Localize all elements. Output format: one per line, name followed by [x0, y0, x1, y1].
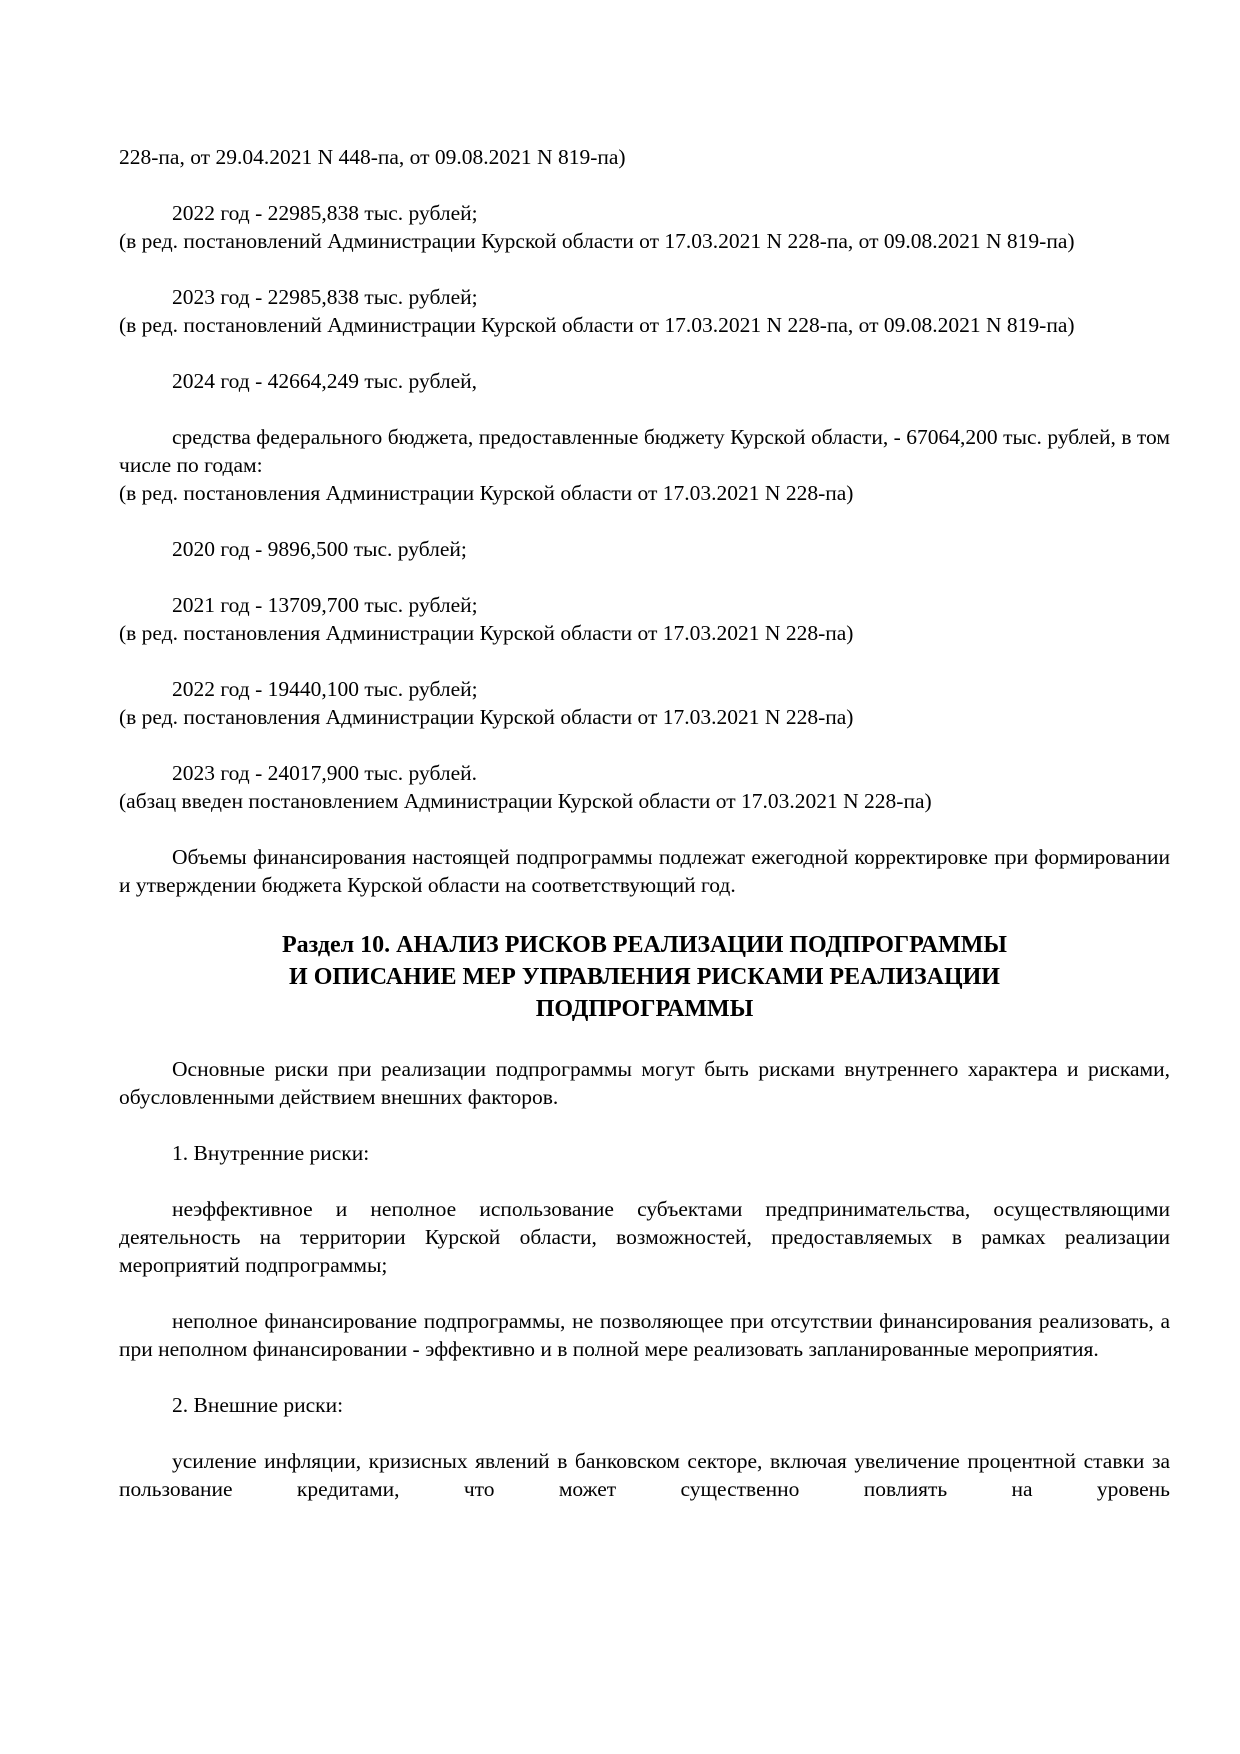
- internal-risks-title: 1. Внутренние риски:: [172, 1141, 370, 1165]
- section-heading-line: ПОДПРОГРАММЫ: [535, 996, 754, 1022]
- amendment-note: (в ред. постановления Администрации Курской области от 17.03.2021 N 228-па): [119, 621, 854, 645]
- federal-year-2021: 2021 год - 13709,700 тыс. рублей;: [172, 593, 478, 617]
- section-heading-line: Раздел 10. АНАЛИЗ РИСКОВ РЕАЛИЗАЦИИ ПОДПРОГРАММЫ: [282, 932, 1007, 958]
- funding-adjustment-paragraph: Объемы финансирования настоящей подпрограммы подлежат ежегодной корректировке при формировании и утверждении бюджета Курской области на соответствующий год.: [119, 845, 1170, 897]
- section-heading: [119, 929, 1170, 1025]
- federal-year-2023: 2023 год - 24017,900 тыс. рублей.: [172, 761, 478, 785]
- amendment-note: (в ред. постановлений Администрации Курской области от 17.03.2021 N 228-па, от 09.08.2021 N 819-па): [119, 313, 1075, 337]
- regional-year-2024: 2024 год - 42664,249 тыс. рублей,: [172, 369, 478, 393]
- continuation-line: 228-па, от 29.04.2021 N 448-па, от 09.08.2021 N 819-па): [119, 145, 626, 169]
- internal-risk-item: неполное финансирование подпрограммы, не позволяющее при отсутствии финансирования реализовать, а при неполном финансировании - эффективно и в полной мере реализовать запланированные мероприятия.: [119, 1309, 1170, 1361]
- external-risk-item: усиление инфляции, кризисных явлений в банковском секторе, включая увеличение процентной ставки за пользование кредитами, что может существенно повлиять на уровень: [119, 1449, 1170, 1501]
- section-heading-line: И ОПИСАНИЕ МЕР УПРАВЛЕНИЯ РИСКАМИ РЕАЛИЗАЦИИ: [289, 964, 1000, 990]
- document-page: [119, 143, 1170, 1503]
- amendment-note: (в ред. постановления Администрации Курской области от 17.03.2021 N 228-па): [119, 705, 854, 729]
- regional-year-2023: 2023 год - 22985,838 тыс. рублей;: [172, 285, 478, 309]
- amendment-note: (абзац введен постановлением Администрации Курской области от 17.03.2021 N 228-па): [119, 789, 932, 813]
- internal-risk-item: неэффективное и неполное использование субъектами предпринимательства, осуществляющими деятельность на территории Курской области, возможностей, предоставляемых в рамках реализации мероприятий подпрограммы;: [119, 1197, 1170, 1277]
- federal-budget-intro: средства федерального бюджета, предоставленные бюджету Курской области, - 67064,200 тыс. рублей, в том числе по годам:: [119, 425, 1170, 477]
- federal-year-2022: 2022 год - 19440,100 тыс. рублей;: [172, 677, 478, 701]
- amendment-note: (в ред. постановлений Администрации Курской области от 17.03.2021 N 228-па, от 09.08.2021 N 819-па): [119, 229, 1075, 253]
- federal-year-2020: 2020 год - 9896,500 тыс. рублей;: [172, 537, 467, 561]
- risks-intro-paragraph: Основные риски при реализации подпрограммы могут быть рисками внутреннего характера и рисками, обусловленными действием внешних факторов.: [119, 1057, 1170, 1109]
- amendment-note: (в ред. постановления Администрации Курской области от 17.03.2021 N 228-па): [119, 481, 854, 505]
- regional-year-2022: 2022 год - 22985,838 тыс. рублей;: [172, 201, 478, 225]
- external-risks-title: 2. Внешние риски:: [172, 1393, 344, 1417]
